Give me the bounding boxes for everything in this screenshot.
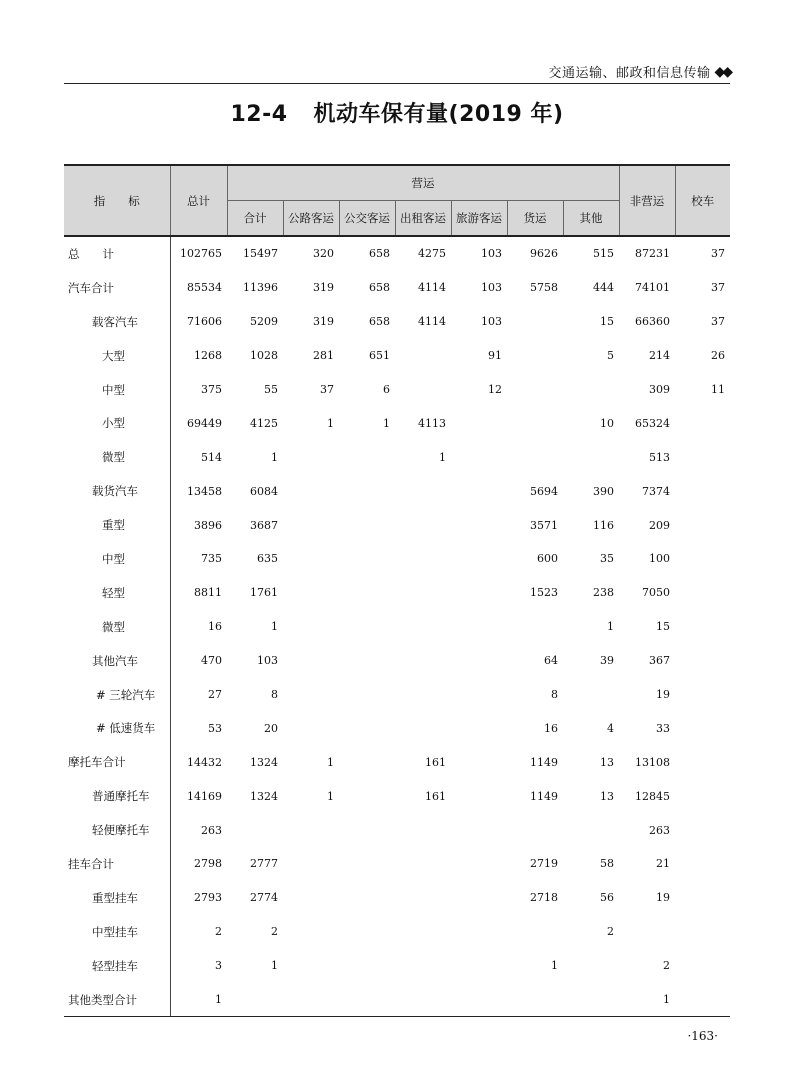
table-cell: 85534 xyxy=(187,281,222,295)
table-cell: 14432 xyxy=(187,755,222,769)
table-cell: 4114 xyxy=(418,315,446,329)
table-cell: 1 xyxy=(271,959,278,973)
table-cell: 1149 xyxy=(530,789,558,803)
row-label: 大型 xyxy=(64,339,170,373)
table-cell: 515 xyxy=(593,247,615,261)
table-cell xyxy=(283,542,339,576)
row-label: 载客汽车 xyxy=(64,305,170,339)
table-cell: 367 xyxy=(649,654,671,668)
table-cell xyxy=(339,474,395,508)
table-row xyxy=(64,305,730,339)
table-cell: 470 xyxy=(201,654,222,668)
table-row xyxy=(64,576,730,610)
subheader-cell: 其他 xyxy=(563,201,619,237)
table-row xyxy=(64,745,730,779)
header-total: 总计 xyxy=(170,165,227,236)
table-cell xyxy=(675,881,730,915)
table-cell xyxy=(675,406,730,440)
table-cell: 5 xyxy=(607,349,615,363)
page-title xyxy=(0,97,794,128)
table-cell xyxy=(339,678,395,712)
table-cell: 87231 xyxy=(635,247,671,261)
table-row xyxy=(64,474,730,508)
table-cell: 319 xyxy=(313,315,334,329)
table-cell: 1 xyxy=(327,789,334,803)
table-cell xyxy=(563,949,619,983)
table-cell: 4113 xyxy=(418,416,446,430)
table-cell: 13 xyxy=(600,755,615,769)
table-cell xyxy=(675,711,730,745)
table-cell: 5758 xyxy=(530,281,558,295)
table-row xyxy=(64,983,730,1017)
table-cell xyxy=(395,881,451,915)
table-cell xyxy=(451,508,507,542)
table-cell xyxy=(675,542,730,576)
table-cell: 161 xyxy=(425,789,446,803)
table-cell: 58 xyxy=(600,857,615,871)
row-label: 中型挂车 xyxy=(64,915,170,949)
row-label: 轻便摩托车 xyxy=(64,813,170,847)
table-row xyxy=(64,236,730,271)
table-cell xyxy=(675,915,730,949)
table-row xyxy=(64,440,730,474)
table-cell: 8 xyxy=(551,688,558,702)
row-label: 汽车合计 xyxy=(64,271,170,305)
table-cell: 5694 xyxy=(530,484,558,498)
table-cell xyxy=(339,644,395,678)
table-cell xyxy=(675,678,730,712)
table-cell xyxy=(283,813,339,847)
table-cell: 320 xyxy=(313,247,334,261)
table-cell xyxy=(227,813,283,847)
table-cell: 16 xyxy=(208,620,222,634)
table-cell xyxy=(507,983,563,1017)
table-cell xyxy=(283,440,339,474)
table-cell: 6084 xyxy=(250,484,278,498)
table-cell xyxy=(507,440,563,474)
table-cell xyxy=(395,983,451,1017)
table-cell xyxy=(283,474,339,508)
table-cell xyxy=(283,576,339,610)
table-cell xyxy=(395,711,451,745)
table-cell xyxy=(339,915,395,949)
table-cell: 600 xyxy=(537,552,558,566)
table-cell xyxy=(675,813,730,847)
table-cell: 27 xyxy=(208,688,222,702)
table-cell: 1523 xyxy=(530,586,558,600)
table-cell xyxy=(451,847,507,881)
table-cell: 263 xyxy=(201,823,222,837)
table-row xyxy=(64,610,730,644)
row-label: 总 计 xyxy=(64,236,170,271)
table-cell xyxy=(283,915,339,949)
table-cell: 4114 xyxy=(418,281,446,295)
table-cell: 390 xyxy=(593,484,615,498)
table-cell: 1 xyxy=(619,983,675,1017)
row-label: 普通摩托车 xyxy=(64,779,170,813)
table-cell: 10 xyxy=(600,416,615,430)
row-label: 挂车合计 xyxy=(64,847,170,881)
table-cell xyxy=(619,915,675,949)
table-cell: 514 xyxy=(201,450,222,464)
table-cell xyxy=(451,813,507,847)
table-cell xyxy=(283,983,339,1017)
table-cell: 2 xyxy=(663,959,671,973)
table-row xyxy=(64,779,730,813)
table-cell xyxy=(675,745,730,779)
table-cell xyxy=(395,610,451,644)
table-row xyxy=(64,339,730,373)
table-cell: 91 xyxy=(488,349,502,363)
table-cell: 13108 xyxy=(635,755,671,769)
table-cell: 658 xyxy=(369,281,390,295)
table-cell: 37 xyxy=(711,315,726,329)
table-row xyxy=(64,915,730,949)
table-cell xyxy=(675,949,730,983)
table-cell xyxy=(395,339,451,373)
table-cell: 65324 xyxy=(635,416,671,430)
row-label: # 低速货车 xyxy=(64,711,170,745)
row-label: 中型 xyxy=(64,542,170,576)
table-cell: 1 xyxy=(327,416,334,430)
table-cell: 3896 xyxy=(194,518,222,532)
table-cell xyxy=(451,610,507,644)
table-cell xyxy=(507,305,563,339)
row-label: 中型 xyxy=(64,373,170,407)
table-cell: 2774 xyxy=(250,891,278,905)
table-cell: 102765 xyxy=(180,247,222,261)
table-cell: 11 xyxy=(711,383,726,396)
table-cell xyxy=(451,779,507,813)
table-cell xyxy=(675,440,730,474)
table-cell xyxy=(395,474,451,508)
table-cell xyxy=(283,711,339,745)
table-cell: 2 xyxy=(607,925,615,939)
table-cell xyxy=(339,949,395,983)
table-cell: 1 xyxy=(551,959,558,973)
table-cell: 1324 xyxy=(250,789,278,803)
table-cell xyxy=(675,847,730,881)
table-cell: 15 xyxy=(600,315,615,329)
table-cell: 2777 xyxy=(250,857,278,871)
table-cell xyxy=(675,508,730,542)
row-label: 重型 xyxy=(64,508,170,542)
table-cell: 3571 xyxy=(530,518,558,532)
table-cell xyxy=(675,610,730,644)
table-cell: 238 xyxy=(593,586,615,600)
table-cell xyxy=(395,847,451,881)
table-cell: 2718 xyxy=(530,891,558,905)
table-row xyxy=(64,644,730,678)
row-label: 摩托车合计 xyxy=(64,745,170,779)
table-row xyxy=(64,508,730,542)
table-cell xyxy=(507,339,563,373)
table-cell: 319 xyxy=(313,281,334,295)
subheader-cell: 旅游客运 xyxy=(451,201,507,237)
table-cell: 74101 xyxy=(635,281,671,295)
subheader-cell: 公路客运 xyxy=(283,201,339,237)
table-cell: 15497 xyxy=(243,247,278,261)
table-row xyxy=(64,949,730,983)
table-cell: 214 xyxy=(649,349,671,363)
diamond-ornament-icon: ◆◆ xyxy=(714,63,730,80)
table-row xyxy=(64,542,730,576)
table-cell xyxy=(451,678,507,712)
table-cell xyxy=(507,610,563,644)
table-cell xyxy=(395,542,451,576)
table-cell: 1 xyxy=(383,416,390,430)
table-cell xyxy=(395,678,451,712)
table-cell: 8811 xyxy=(194,586,222,600)
table-cell xyxy=(395,576,451,610)
table-cell xyxy=(283,881,339,915)
table-cell: 37 xyxy=(711,247,726,261)
table-cell xyxy=(563,678,619,712)
table-cell xyxy=(451,644,507,678)
table-cell xyxy=(395,915,451,949)
table-cell xyxy=(563,983,619,1017)
table-cell xyxy=(451,745,507,779)
table-cell: 309 xyxy=(649,383,671,396)
header-non-operating: 非营运 xyxy=(619,165,675,236)
table-cell: 5209 xyxy=(250,315,278,329)
table-cell xyxy=(339,881,395,915)
table-row xyxy=(64,881,730,915)
table-cell xyxy=(283,508,339,542)
table-cell: 2 xyxy=(271,925,278,939)
table-cell xyxy=(563,813,619,847)
row-label: 小型 xyxy=(64,406,170,440)
table-cell: 513 xyxy=(649,450,671,464)
table-cell: 37 xyxy=(320,383,334,396)
table-cell xyxy=(339,610,395,644)
table-cell xyxy=(507,406,563,440)
table-cell: 19 xyxy=(656,891,671,905)
table-cell: 4125 xyxy=(250,416,278,430)
table-cell: 100 xyxy=(649,552,671,566)
table-cell: 11396 xyxy=(243,281,278,295)
table-cell: 1 xyxy=(170,983,227,1017)
running-title: 交通运输、邮政和信息传输 xyxy=(548,66,711,81)
table-cell xyxy=(451,711,507,745)
table-cell xyxy=(451,440,507,474)
table-cell: 116 xyxy=(593,518,615,532)
table-cell: 2 xyxy=(215,925,222,939)
subheader-cell: 公交客运 xyxy=(339,201,395,237)
table-cell xyxy=(451,949,507,983)
table-cell: 66360 xyxy=(635,315,671,329)
table-cell: 2793 xyxy=(194,891,222,905)
table-cell xyxy=(395,644,451,678)
table-cell: 53 xyxy=(208,721,222,735)
table-cell: 1149 xyxy=(530,755,558,769)
table-cell: 33 xyxy=(656,721,671,735)
table-cell: 1 xyxy=(271,450,278,464)
table-cell: 735 xyxy=(201,552,222,566)
table-cell xyxy=(675,576,730,610)
table-cell: 7374 xyxy=(642,484,671,498)
table-cell: 1268 xyxy=(194,349,222,363)
table-cell: 635 xyxy=(257,552,278,566)
table-cell: 37 xyxy=(711,281,726,295)
table-cell xyxy=(507,373,563,407)
table-cell: 1028 xyxy=(250,349,278,363)
header-school-bus: 校车 xyxy=(675,165,730,236)
table-row xyxy=(64,813,730,847)
subheader-cell: 货运 xyxy=(507,201,563,237)
header-indicator: 指 标 xyxy=(64,165,170,236)
table-cell: 56 xyxy=(600,891,615,905)
table-cell: 69449 xyxy=(187,416,222,430)
table-cell xyxy=(563,440,619,474)
vehicle-ownership-table xyxy=(64,164,730,1017)
table-cell xyxy=(507,813,563,847)
table-cell xyxy=(339,983,395,1017)
table-cell xyxy=(451,983,507,1017)
table-cell xyxy=(339,745,395,779)
table-cell xyxy=(283,678,339,712)
table-cell: 658 xyxy=(369,315,390,329)
table-cell xyxy=(339,847,395,881)
table-cell: 12 xyxy=(488,383,502,396)
table-cell xyxy=(339,711,395,745)
table-cell xyxy=(675,779,730,813)
table-cell: 4 xyxy=(607,721,615,735)
subheader-cell: 合计 xyxy=(227,201,283,237)
table-cell: 444 xyxy=(593,281,615,295)
table-cell: 55 xyxy=(264,383,278,396)
table-cell: 1324 xyxy=(250,755,278,769)
table-row xyxy=(64,373,730,407)
header-rule xyxy=(64,83,730,84)
row-label: 轻型 xyxy=(64,576,170,610)
table-cell: 4275 xyxy=(418,247,446,261)
table-cell: 35 xyxy=(600,552,615,566)
table-cell xyxy=(451,474,507,508)
table-cell: 21 xyxy=(656,857,671,871)
table-cell: 16 xyxy=(544,721,558,735)
table-cell xyxy=(339,779,395,813)
table-cell: 13 xyxy=(600,789,615,803)
table-cell xyxy=(339,813,395,847)
table-row xyxy=(64,711,730,745)
row-label: 其他汽车 xyxy=(64,644,170,678)
table-cell: 3687 xyxy=(250,518,278,532)
table-cell xyxy=(507,915,563,949)
table-cell xyxy=(283,610,339,644)
table-cell xyxy=(395,373,451,407)
table-cell: 651 xyxy=(369,349,390,363)
table-cell: 14169 xyxy=(187,789,222,803)
table-cell xyxy=(451,881,507,915)
table-cell: 1761 xyxy=(250,586,278,600)
row-label: 重型挂车 xyxy=(64,881,170,915)
table-cell xyxy=(395,949,451,983)
table-cell: 658 xyxy=(369,247,390,261)
table-cell xyxy=(675,983,730,1017)
table-body xyxy=(64,236,730,1017)
row-label: 其他类型合计 xyxy=(64,983,170,1017)
table-cell xyxy=(451,576,507,610)
row-label: 微型 xyxy=(64,440,170,474)
table-cell xyxy=(283,644,339,678)
table-cell: 263 xyxy=(649,823,671,837)
table-cell xyxy=(339,440,395,474)
table-row xyxy=(64,271,730,305)
header-operating-group: 营运 xyxy=(227,165,619,201)
table-cell: 1 xyxy=(607,620,615,634)
table-cell: 20 xyxy=(264,721,278,735)
table-cell: 64 xyxy=(544,654,558,668)
table-cell xyxy=(283,949,339,983)
table-cell: 8 xyxy=(271,688,278,702)
table-cell: 7050 xyxy=(642,586,671,600)
table-cell: 19 xyxy=(656,688,671,702)
table-row xyxy=(64,678,730,712)
table-cell: 103 xyxy=(481,315,502,329)
row-label: 微型 xyxy=(64,610,170,644)
table-cell: 103 xyxy=(481,281,502,295)
row-label: # 三轮汽车 xyxy=(64,678,170,712)
running-head xyxy=(548,62,730,81)
table-cell: 103 xyxy=(257,654,278,668)
table-cell xyxy=(451,915,507,949)
table-cell xyxy=(451,406,507,440)
table-cell: 103 xyxy=(481,247,502,261)
table-row xyxy=(64,847,730,881)
table-cell xyxy=(675,644,730,678)
table-cell xyxy=(227,983,283,1017)
table-cell: 375 xyxy=(201,383,222,396)
table-row xyxy=(64,406,730,440)
table-cell xyxy=(451,542,507,576)
table-cell: 2719 xyxy=(530,857,558,871)
table-cell: 6 xyxy=(383,383,390,396)
page-number: ·163· xyxy=(687,1029,718,1043)
table-cell: 9626 xyxy=(530,247,558,261)
table-cell xyxy=(395,813,451,847)
table-cell: 12845 xyxy=(635,789,671,803)
row-label: 载货汽车 xyxy=(64,474,170,508)
table-cell: 15 xyxy=(656,620,671,634)
table-cell xyxy=(283,847,339,881)
table-cell: 13458 xyxy=(187,484,222,498)
table-cell xyxy=(395,508,451,542)
table-cell xyxy=(339,542,395,576)
table-title: 机动车保有量(2019 年) xyxy=(313,102,564,127)
table-cell: 161 xyxy=(425,755,446,769)
table-cell xyxy=(675,474,730,508)
subheader-cell: 出租客运 xyxy=(395,201,451,237)
table-cell xyxy=(563,373,619,407)
table-cell: 3 xyxy=(215,959,222,973)
table-cell: 1 xyxy=(271,620,278,634)
table-cell: 1 xyxy=(439,450,446,464)
table-cell: 39 xyxy=(600,654,615,668)
table-cell: 2798 xyxy=(194,857,222,871)
row-label: 轻型挂车 xyxy=(64,949,170,983)
table-cell xyxy=(339,508,395,542)
table-cell: 26 xyxy=(711,349,726,363)
table-cell: 71606 xyxy=(187,315,222,329)
table-cell xyxy=(339,576,395,610)
table-cell: 1 xyxy=(327,755,334,769)
table-cell: 281 xyxy=(313,349,334,363)
table-cell: 209 xyxy=(649,518,671,532)
table-number: 12-4 xyxy=(230,102,288,127)
